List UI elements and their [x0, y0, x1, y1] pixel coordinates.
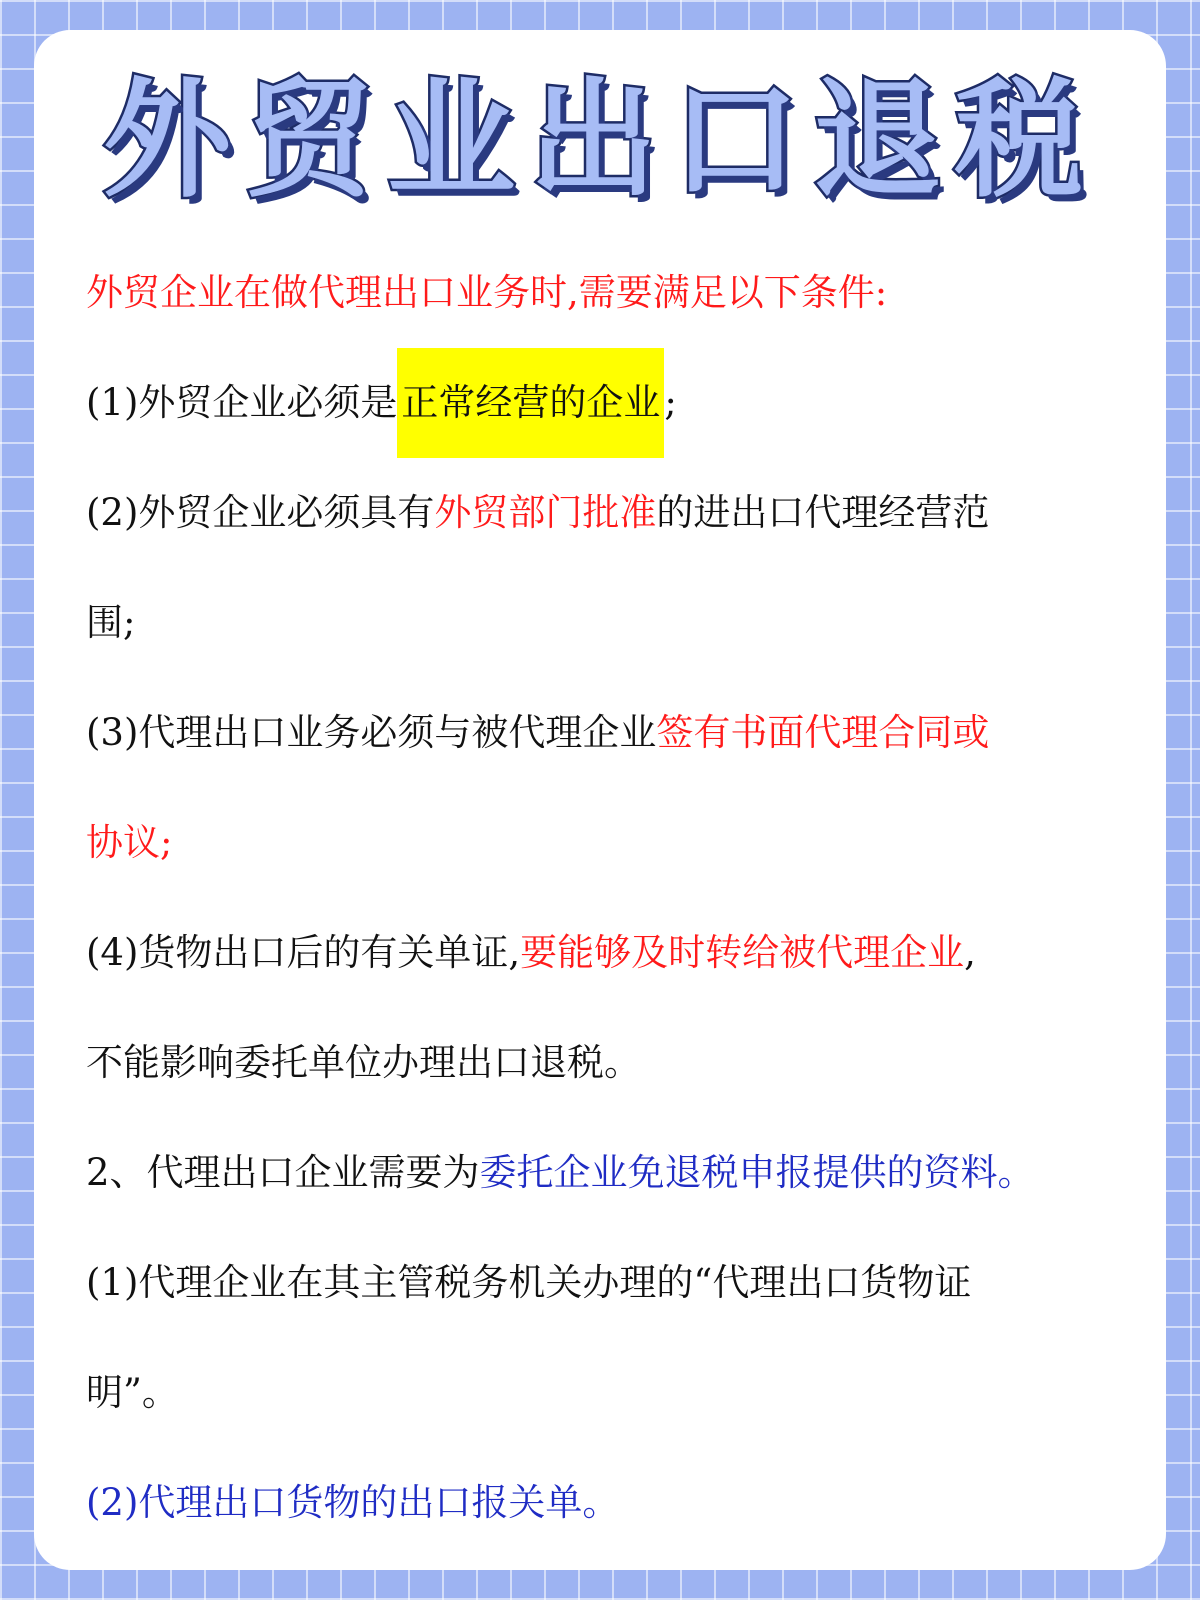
material-1: (1)代理企业在其主管税务机关办理的“代理出口货物证: [86, 1261, 972, 1304]
condition-2-end: 的进出口代理经营范: [656, 491, 990, 534]
condition-3-emphasis: 签有书面代理合同或: [656, 711, 990, 754]
section-2-text: 2、代理出口企业需要为: [86, 1151, 480, 1194]
section-2-heading: [86, 1118, 1200, 1228]
condition-3-text: (3)代理出口业务必须与被代理企业: [86, 711, 657, 754]
condition-2-emphasis: 外贸部门批准: [434, 491, 657, 534]
condition-2-text: (2)外贸企业必须具有: [86, 491, 435, 534]
condition-4: [86, 898, 1200, 1008]
condition-4-text: (4)货物出口后的有关单证,: [86, 931, 521, 974]
material-2: (2)代理出口货物的出口报关单。: [86, 1481, 620, 1524]
condition-4-emphasis: 要能够及时转给被代理企业: [520, 931, 965, 974]
condition-4-end: ,: [964, 931, 976, 974]
page-title: 外贸业出口退税: [102, 66, 1097, 215]
condition-3: [86, 678, 1200, 788]
section-2-emphasis: 委托企业免退税申报提供的资料。: [479, 1151, 1035, 1194]
condition-4-continued: 不能影响委托单位办理出口退税。: [86, 1041, 641, 1084]
content-card: [34, 30, 1166, 1570]
article-body: [86, 238, 1200, 1558]
condition-1-end: ;: [664, 381, 677, 424]
condition-1: [86, 348, 1200, 458]
condition-2-continued: 围;: [86, 601, 136, 644]
condition-1-text: (1)外贸企业必须是: [86, 381, 398, 424]
material-1-continued: 明”。: [86, 1371, 179, 1414]
condition-2: [86, 458, 1200, 568]
intro-line: 外贸企业在做代理出口业务时,需要满足以下条件:: [86, 271, 888, 314]
condition-1-highlight: 正常经营的企业: [397, 348, 664, 458]
condition-3-continued: 协议;: [86, 821, 173, 864]
